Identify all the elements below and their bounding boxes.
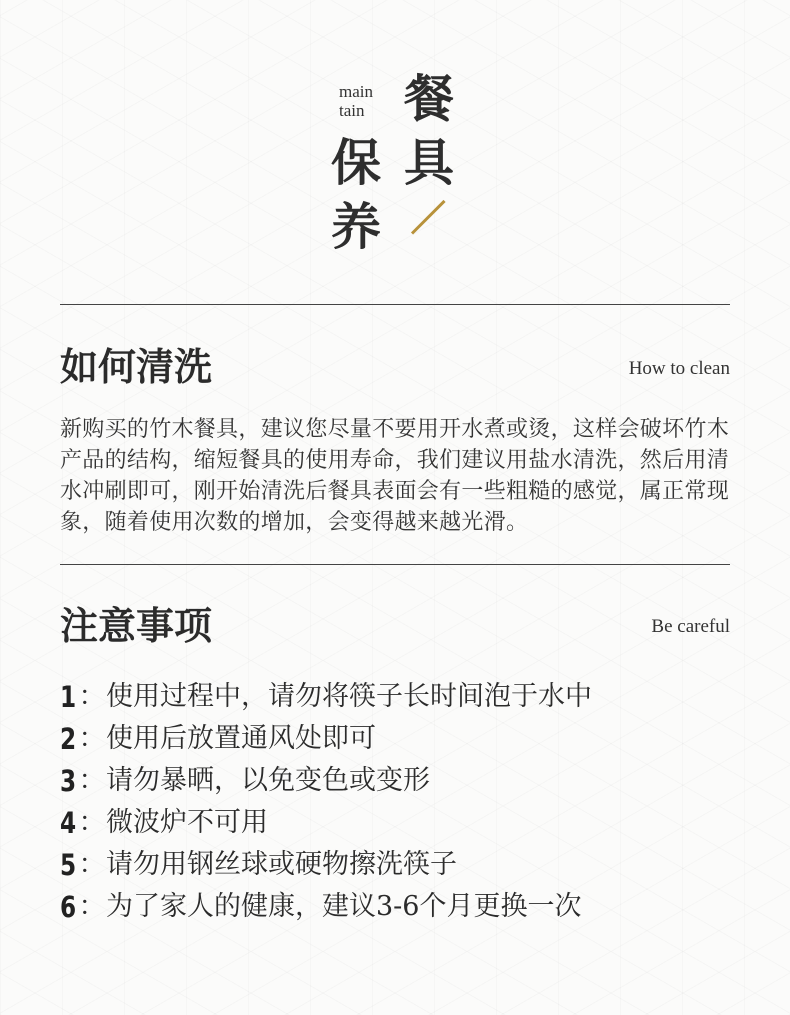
list-item [60,886,740,928]
list-item-separator: ： [78,765,106,796]
logo-char-3: 保 [331,133,381,192]
divider-middle [60,564,730,565]
list-item-text: 微波炉不可用 [106,807,268,838]
careful-section-title-en: Be careful [651,616,730,637]
logo-accent-slash [411,200,446,235]
clean-section-title: 如何清洗 [60,344,213,389]
logo-char-4: 养 [331,197,381,256]
careful-list [60,676,740,928]
logo-char-2: 具 [404,133,454,192]
list-item-number: 2 [60,722,77,756]
list-item-number: 4 [60,806,77,840]
list-item-number: 5 [60,848,77,882]
list-item-text: 为了家人的健康，建议3-6个月更换一次 [106,891,582,922]
list-item-text: 使用后放置通风处即可 [106,723,376,754]
divider-top [60,304,730,305]
list-item-separator: ： [78,807,106,838]
list-item-separator: ： [78,723,106,754]
list-item-text: 请勿用钢丝球或硬物擦洗筷子 [106,849,457,880]
list-item [60,760,740,802]
logo [0,0,790,300]
list-item-text: 使用过程中，请勿将筷子长时间泡于水中 [106,681,592,712]
list-item-separator: ： [78,681,106,712]
logo-char-1: 餐 [404,69,454,128]
list-item-separator: ： [78,891,106,922]
list-item [60,802,740,844]
careful-section-title: 注意事项 [60,603,213,648]
list-item-separator: ： [78,849,106,880]
list-item-number: 1 [60,680,77,714]
clean-section-title-en: How to clean [628,358,730,379]
list-item-text: 请勿暴晒，以免变色或变形 [106,765,430,796]
logo-small-line2: tain [339,101,365,120]
clean-instructions: 新购买的竹木餐具，建议您尽量不要用开水煮或烫，这样会破坏竹木产品的结构，缩短餐具的使用寿命，我们建议用盐水清洗，然后用清水冲刷即可，刚开始清洗后餐具表面会有一些粗糙的感觉，属正常现象，随着使用次数的增加，会变得越来越光滑。 [60,417,730,535]
list-item [60,676,740,718]
logo-small-line1: main [339,82,373,101]
list-item-number: 6 [60,890,77,924]
list-item [60,718,740,760]
list-item [60,844,740,886]
list-item-number: 3 [60,764,77,798]
